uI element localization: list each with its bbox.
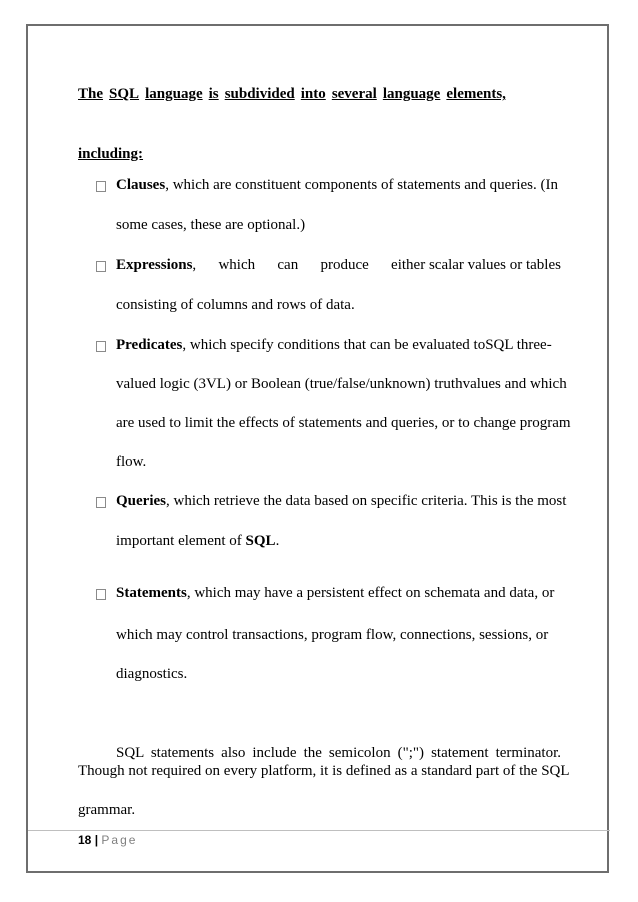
list-item-statements-line2: which may control transactions, program flow, connections, sessions, or <box>116 627 549 643</box>
bullet-icon <box>96 181 106 192</box>
bullet-icon <box>96 589 106 600</box>
heading-word: The <box>78 86 104 102</box>
list-item-queries-line2: important element of SQL. <box>116 533 280 549</box>
list-item-queries-line1: Queries, which retrieve the data based on specific criteria. This is the most <box>116 493 567 509</box>
list-item-statements-line1: Statements , which may have a persistent effect on schemata and data, or <box>116 585 555 601</box>
footer-divider <box>28 830 610 831</box>
heading-word: language <box>382 86 441 102</box>
paragraph-line3: grammar. <box>78 802 136 818</box>
footer-separator: | <box>91 833 102 847</box>
list-item-expressions-line1: Expressions, which can produce either scalar values or tables <box>116 257 561 273</box>
term-statements: Statements <box>116 585 187 601</box>
heading-word: SQL <box>109 86 140 102</box>
page-label: Page <box>101 833 138 847</box>
heading-word: several <box>331 86 377 102</box>
heading-word: elements, <box>446 86 506 102</box>
list-item-predicates-line2: valued logic (3VL) or Boolean (true/false/unknown) truthvalues and which <box>116 376 567 392</box>
bullet-icon <box>96 341 106 352</box>
term-clauses: Clauses <box>116 177 166 193</box>
heading-word: language <box>145 86 203 102</box>
term-queries: Queries <box>116 493 166 509</box>
term-predicates: Predicates <box>116 337 183 353</box>
list-item-expressions-line2: consisting of columns and rows of data. <box>116 297 355 313</box>
paragraph-line2: Though not required on every platform, it is defined as a standard part of the SQL <box>78 763 570 779</box>
heading-word: subdivided <box>224 86 295 102</box>
list-item-predicates-line1: Predicates, which specify conditions that can be evaluated toSQL three- <box>116 337 552 353</box>
list-item-predicates-line3: are used to limit the effects of statements and queries, or to change program <box>116 415 571 431</box>
section-heading <box>78 85 506 103</box>
list-item-predicates-line4: flow. <box>116 454 147 470</box>
bullet-icon <box>96 261 106 272</box>
page-number: 18 <box>78 833 92 847</box>
term-expressions: Expressions <box>116 257 193 273</box>
list-item-clauses-line1: Clauses, which are constituent components of statements and queries. (In <box>116 177 558 193</box>
section-heading-continued: including: <box>78 146 144 162</box>
page-footer <box>78 832 137 848</box>
term-sql: SQL <box>245 533 276 549</box>
heading-word: is <box>208 86 219 102</box>
heading-word: into <box>300 86 326 102</box>
paragraph-line1: SQL statements also include the semicolon (";") statement terminator. <box>116 745 561 761</box>
list-item-statements-line3: diagnostics. <box>116 666 188 682</box>
bullet-icon <box>96 497 106 508</box>
list-item-clauses-line2: some cases, these are optional.) <box>116 217 306 233</box>
